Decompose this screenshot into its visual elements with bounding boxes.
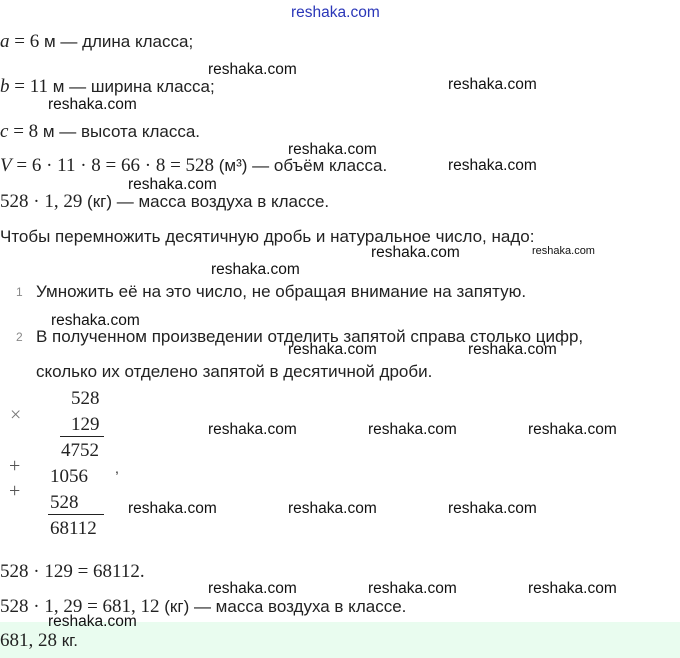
plus-sign-1: + xyxy=(9,455,21,477)
result-line: 528 · 129 = 68112. xyxy=(0,561,145,582)
watermark: reshaka.com xyxy=(211,261,300,278)
answer-value: 681, 28 xyxy=(0,630,57,651)
desc-c: — высота класса. xyxy=(54,122,200,141)
watermark: reshaka.com xyxy=(448,157,537,174)
multiplicand: 528 xyxy=(71,388,100,409)
watermark: reshaka.com xyxy=(208,61,297,78)
watermark: reshaka.com xyxy=(128,500,217,517)
watermark: reshaka.com xyxy=(288,500,377,517)
desc-b: — ширина класса; xyxy=(64,77,215,96)
partial-product-1: 4752 xyxy=(61,440,99,461)
watermark: reshaka.com xyxy=(128,176,217,193)
watermark: reshaka.com xyxy=(371,244,460,261)
final-unit: (кг) xyxy=(159,597,190,616)
comma-mark: , xyxy=(115,460,119,476)
step-2-text-line2: сколько их отделено запятой в десятичной дроби. xyxy=(36,362,433,381)
rule-intro: Чтобы перемножить десятичную дробь и натуральное число, надо: xyxy=(0,227,535,246)
multiplier: 129 xyxy=(71,414,100,435)
var-c: c xyxy=(0,121,9,142)
watermark: reshaka.com xyxy=(51,312,140,329)
mult-rule-1 xyxy=(60,436,104,437)
volume-unit: (м³) xyxy=(214,156,248,175)
mass-desc: — масса воздуха в классе. xyxy=(112,192,330,211)
site-link[interactable]: reshaka.com xyxy=(291,4,380,21)
step-2-number: 2 xyxy=(16,330,23,344)
value-c: = 8 xyxy=(8,121,39,142)
watermark: reshaka.com xyxy=(208,421,297,438)
watermark: reshaka.com xyxy=(288,341,377,358)
mass-expr: 528 · 1, 29 xyxy=(0,191,83,212)
times-sign: × xyxy=(10,404,22,426)
final-desc: — масса воздуха в классе. xyxy=(189,597,407,616)
watermark: reshaka.com xyxy=(288,141,377,158)
var-b: b xyxy=(0,76,10,97)
unit-c: м xyxy=(38,122,55,141)
mass-unit: (кг) xyxy=(82,192,113,211)
value-a: = 6 xyxy=(9,31,40,52)
given-a-line xyxy=(0,32,193,51)
watermark: reshaka.com xyxy=(368,421,457,438)
mass-expr-line xyxy=(0,192,329,211)
plus-sign-2: + xyxy=(9,480,21,502)
answer xyxy=(0,631,78,650)
watermark: reshaka.com xyxy=(48,96,137,113)
volume-desc: — объём класса. xyxy=(247,156,388,175)
mult-result: 68112 xyxy=(50,518,97,539)
watermark: reshaka.com xyxy=(48,613,137,630)
watermark: reshaka.com xyxy=(528,421,617,438)
given-b-line xyxy=(0,77,215,96)
step-1-text: Умножить её на это число, не обращая внимание на запятую. xyxy=(36,282,527,301)
volume-line xyxy=(0,156,387,175)
watermark: reshaka.com xyxy=(528,580,617,597)
watermark: reshaka.com xyxy=(468,341,557,358)
watermark: reshaka.com xyxy=(448,76,537,93)
unit-a: м xyxy=(39,32,56,51)
partial-product-3: 528 xyxy=(50,492,79,513)
watermark-small: reshaka.com xyxy=(532,245,595,257)
mult-rule-2 xyxy=(48,514,104,515)
step-1-number: 1 xyxy=(16,285,23,299)
volume-expr: = 6 · 11 · 8 = 66 · 8 = 528 xyxy=(11,155,215,176)
watermark: reshaka.com xyxy=(368,580,457,597)
desc-a: — длина класса; xyxy=(55,32,194,51)
var-v: V xyxy=(0,155,12,176)
watermark: reshaka.com xyxy=(448,500,537,517)
value-b: = 11 xyxy=(9,76,49,97)
answer-unit: кг. xyxy=(57,631,79,650)
final-expr: 528 · 1, 29 = 681, 12 xyxy=(0,596,160,617)
var-a: a xyxy=(0,31,10,52)
given-c-line xyxy=(0,122,200,141)
watermark: reshaka.com xyxy=(208,580,297,597)
unit-b: м xyxy=(48,77,65,96)
partial-product-2: 1056 xyxy=(50,466,88,487)
step-2-text-line1: В полученном произведении отделить запятой справа столько цифр, xyxy=(36,327,584,346)
